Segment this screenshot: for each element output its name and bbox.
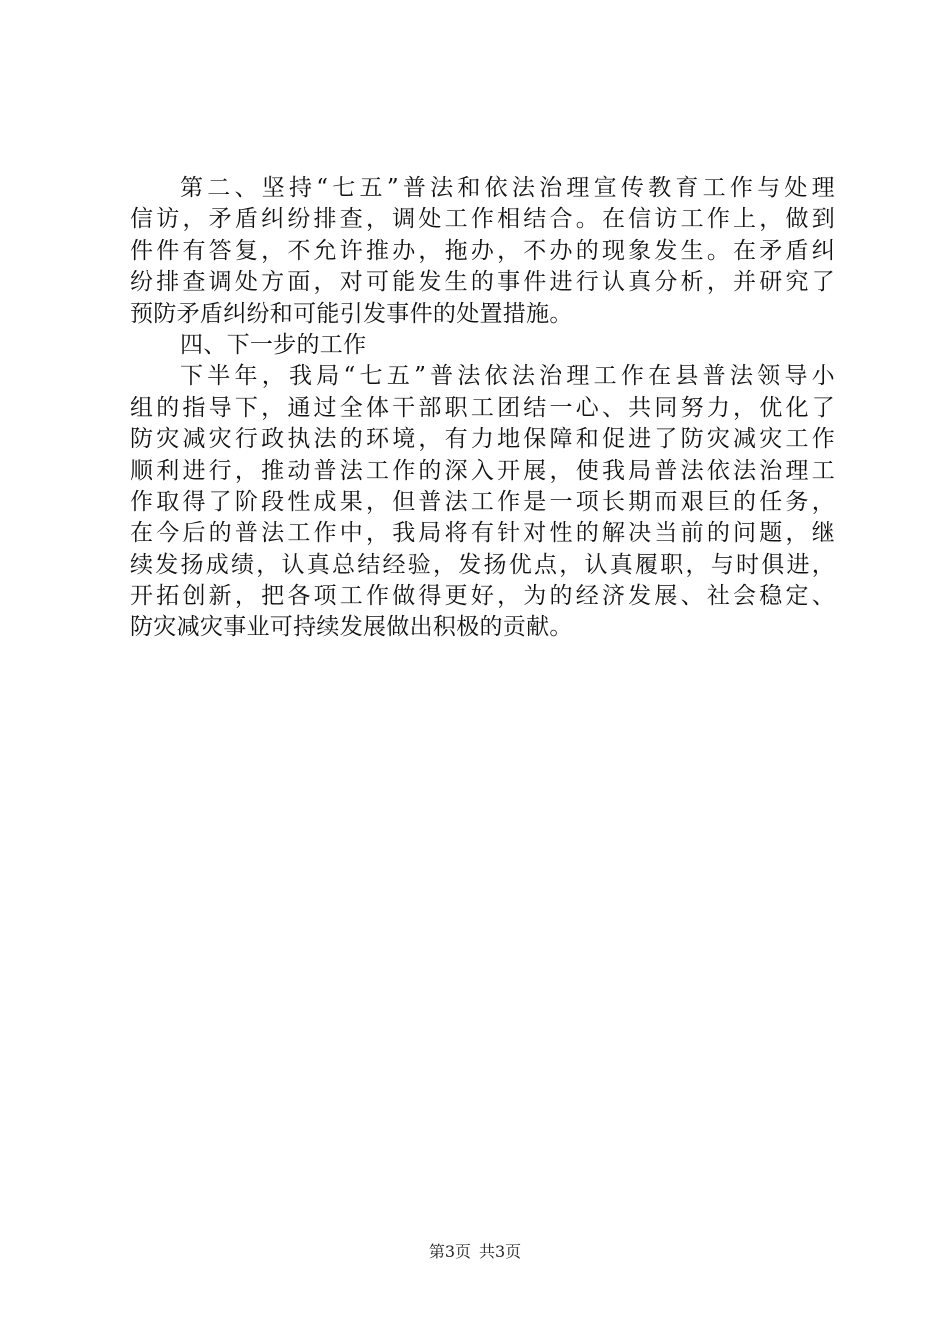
paragraph-line: 开拓创新，把各项工作做得更好，为的经济发展、社会稳定、 [130, 583, 835, 610]
paragraph-line: 组的指导下，通过全体干部职工团结一心、共同努力，优化了 [130, 394, 835, 421]
paragraph-line: 第二、坚持“七五”普法和依法治理宣传教育工作与处理 [180, 175, 835, 201]
document-body [130, 173, 835, 644]
paragraph-line: 顺利进行，推动普法工作的深入开展，使我局普法依法治理工 [130, 457, 835, 484]
paragraph-line: 作取得了阶段性成果，但普法工作是一项长期而艰巨的任务， [130, 488, 835, 515]
paragraph-line: 在今后的普法工作中，我局将有针对性的解决当前的问题，继 [130, 520, 835, 547]
paragraph-line: 防灾减灾行政执法的环境，有力地保障和促进了防灾减灾工作 [130, 426, 835, 453]
paragraph-line: 件件有答复，不允许推办，拖办，不办的现象发生。在矛盾纠 [130, 237, 835, 264]
page-total: 共3页 [479, 1242, 522, 1261]
page-number: 第3页 [428, 1242, 471, 1261]
page-footer [0, 1242, 950, 1262]
paragraph-line: 防灾减灾事业可持续发展做出积极的贡献。 [130, 614, 573, 641]
section-heading: 四、下一步的工作 [180, 331, 367, 358]
paragraph-line: 下半年，我局“七五”普法依法治理工作在县普法领导小 [180, 363, 835, 390]
paragraph-line: 纷排查调处方面，对可能发生的事件进行认真分析，并研究了 [130, 269, 835, 296]
paragraph-line: 信访，矛盾纠纷排查，调处工作相结合。在信访工作上，做到 [130, 206, 835, 233]
paragraph-line: 续发扬成绩，认真总结经验，发扬优点，认真履职，与时俱进， [130, 551, 835, 578]
paragraph-line: 预防矛盾纠纷和可能引发事件的处置措施。 [130, 300, 573, 327]
